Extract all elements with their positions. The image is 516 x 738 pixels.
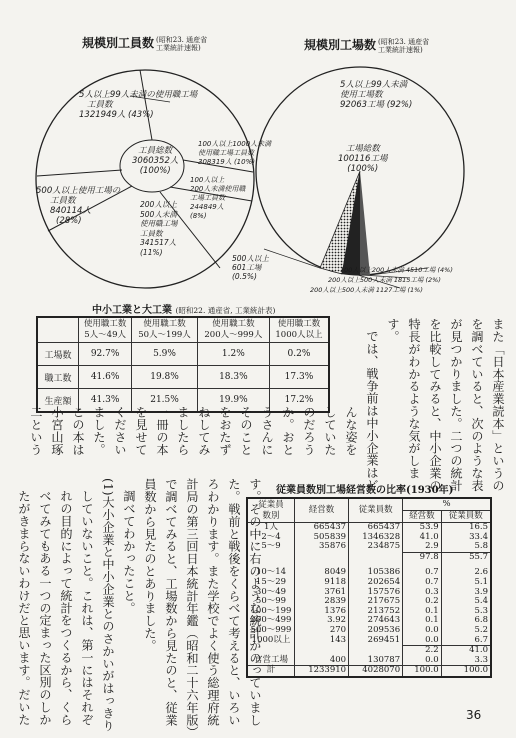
table-cell: 0.1 [403,607,441,617]
table-cell: 6.7 [441,636,491,646]
table-row [247,656,491,666]
left-pie-label-100-1000: 100人以上1000人未満 使用職工場工員数 308319人 (10%) [198,140,272,166]
table-cell: 2.6 [441,562,491,578]
text-column: 調べてわかったこと。 [122,490,136,614]
text-column: れの目的によって統計をつくるから、くら [59,490,73,726]
table-cell: 8049 [295,562,349,578]
left-pie-label-total: 工員総数 3060352人 (100%) [132,146,179,176]
right-pie-label-200-500-b: 200人以上500人未満 1127工場 (1%) [310,286,423,294]
table-cell: 2839 [295,597,349,607]
table-cell: 5.1 [441,578,491,588]
table-cell: 105386 [349,562,403,578]
table-cell: 0.7 [403,562,441,578]
table-cell: 5.9% [132,343,198,366]
table-cell: 0.2% [269,343,329,366]
table-cell: 5.4 [441,597,491,607]
row-label: 職工数 [37,366,79,389]
table-cell: 18.3% [197,366,269,389]
table-cell: 16.5 [441,523,491,533]
text-column: 小宮山琢 [50,406,64,456]
table-cell: 665437 [295,523,349,533]
text-column: 一冊の本 [155,406,169,456]
table-row [37,343,329,366]
table-cell: 41.3% [79,389,132,413]
table-row [247,552,491,562]
table-cell: 2.9 [403,542,441,552]
table2-header-row: 従業員 数別 経営数 従業員数 % [247,498,491,511]
table-cell: 53.9 [403,523,441,533]
table-row [247,562,491,578]
table-cell: 130787 [349,656,403,666]
table-cell: 1346328 [349,533,403,543]
text-column: うさんに [260,406,274,456]
text-column: では、戦争前は中小企業はど [365,330,379,492]
table-cell: 0.0 [403,636,441,646]
table-cell: 400 [295,656,349,666]
row-label: 工場数 [37,343,79,366]
table-cell: 21.5% [132,389,198,413]
left-pie-divider-6 [37,170,122,176]
table-cell: 17.3% [269,366,329,389]
table-cell: 0.7 [403,578,441,588]
text-column: 特長がわかるような気がしま [407,318,421,480]
text-column: 員数から見たのとありました。 [143,478,157,652]
table-cell: 0.1 [403,616,441,626]
text-column: また「日本産業読本」というの [491,318,505,492]
table2-body [247,523,491,666]
table-cell: 3.92 [295,616,349,626]
text-column: で調べてみると、工場数から見たのと、従業 [164,478,178,726]
table1-header: 使用職工数 200人～999人 [197,317,269,343]
text-column: ましたら [176,406,190,456]
text-column: を調べていると、次のような表 [470,318,484,492]
right-pie-label-100-200: 100人以上200人未満 4510工場 (4%) [340,266,453,274]
table1 [36,316,330,413]
left-pie-label-500-plus: 500人以上使用工場の 工員数 840114人 (28%) [36,186,121,226]
table-cell: 0.2 [403,597,441,607]
table-cell: 官営工場 [247,656,295,666]
right-pie-wedge-large [360,171,370,275]
table-cell: 9118 [295,578,349,588]
table-cell: 1376 [295,607,349,617]
table-cell: 100～199 [247,607,295,617]
text-column: たがきまらないわけだと思います。だいた [17,490,31,726]
table-cell: 209536 [349,626,403,636]
left-pie-title: 規模別工員数 (昭和23. 通産省 工業統計速報) [82,35,208,52]
table-cell: 35876 [295,542,349,552]
text-column: していないこと。これは、第一にはそれぞ [80,490,94,726]
table-cell: 0.3 [403,588,441,598]
text-column: 二という [29,406,43,456]
table-cell: 30～49 [247,588,295,598]
table-cell [349,552,403,562]
table1-header-row [37,317,329,343]
table-cell: 5.8 [441,542,491,552]
table-cell: 19.9% [197,389,269,413]
table-cell: 1000以上 [247,636,295,646]
text-column: 計局の第三回日本統計年鑑（昭和二十六年版） [185,478,199,738]
table-cell: 50～99 [247,597,295,607]
table-cell: 33.4 [441,533,491,543]
table-cell: 15～29 [247,578,295,588]
page-number: 36 [466,708,482,722]
table-cell: 55.7 [441,552,491,562]
table-cell: 3761 [295,588,349,598]
table-cell: 217675 [349,597,403,607]
table-cell: 17.2% [269,389,329,413]
left-pie-label-100-200: 100人以上 200人未満使用職 工場工員数 244849人 (8%) [190,176,246,220]
text-column: ました。 [92,406,106,456]
table-cell: 41.0 [403,533,441,543]
right-pie-label-500-plus: 500人以上 601工場 (0.5%) [232,254,269,281]
table-cell: 3.3 [441,656,491,666]
table-cell: 41.0 [441,646,491,656]
text-column: んな姿を [344,406,358,456]
table-cell: 202654 [349,578,403,588]
table-cell: 143 [295,636,349,646]
text-column: ください [113,406,127,456]
table-cell: 5.2 [441,626,491,636]
table2-caption: 従業員数別工場経営数の比率(1930年) [276,485,454,496]
table2-total-row: 計 1233910 4028070 100.0 100.0 [247,666,491,677]
text-column: を比較してみると、中小企業の [428,318,442,492]
table1-caption: 中小工業と大工業 (昭和22. 通産省, 工業統計表) [92,305,276,316]
table-cell: 97.8 [403,552,441,562]
table-cell: 665437 [349,523,403,533]
text-column: をおたず [218,406,232,456]
text-column: す。その中に右のような統計がのっていまし [248,478,262,726]
table-cell: 10～14 [247,562,295,578]
table-cell: 2.2 [403,646,441,656]
text-column: していた [323,406,337,456]
table-cell: 200～499 [247,616,295,626]
right-pie-title: 規模別工場数 (昭和23. 通産省 工業統計速報) [304,37,430,54]
text-column: す。 [386,318,400,343]
table-cell: 2～4 [247,533,295,543]
text-column: べてみてもある一つの定まった区別のしか [38,490,52,726]
table1-header: 使用職工数 50人～199人 [132,317,198,343]
table-cell: 1人 [247,523,295,533]
left-pie-label-200-500: 200人以上 500人未満 使用職工場 工員数 341517人 (11%) [140,200,178,257]
text-column: (1)大小企業と中小企業とのさかいがはっきり [101,478,115,732]
table-cell: 5.3 [441,607,491,617]
text-column: か。おと [281,406,295,456]
text-column: た。戦前と戦後をくらべて考えると、いろい [227,478,241,726]
table-cell: 269451 [349,636,403,646]
text-column: ねしてみ [197,406,211,456]
table-cell: 500～999 [247,626,295,636]
text-column: そのこと [239,406,253,456]
table1-header: 使用職工数 5人～49人 [79,317,132,343]
table-cell: 1.2% [197,343,269,366]
table-cell: 19.8% [132,366,198,389]
table-row [247,542,491,552]
table2: 従業員 数別 経営数 従業員数 % 経営数 従業員数 1人 665437 665437 53.9 16.5 2～4 505839 1346328 41.0 33.4 5～9 35876 234875 2.9 5.8 97.8 55.7 10～14 8049 105386 0.7 2.6 15～29 9118 202654 0.7 5.1 30～49 3761 157576 0.3 3.9 50～99 2839 217675 0.2 5.4 100～199 1376 213752 0.1 5.3 200～499 3.92 274643 0.1 6.8 500～999 270 209536 0.0 5.2 1000以上 143 269451 0.0 6.7 2.2 41.0 官営工場 400 130787 0.0 3.3 計 1233910 4028070 100.0 100.0 [246,497,492,678]
text-column: ろわかります。また学校でよく使う総理府統 [206,478,220,726]
table-cell: 505839 [295,533,349,543]
table-cell: 270 [295,626,349,636]
table-cell: 234875 [349,542,403,552]
text-column: が見つかりました。二つの統計 [449,318,463,492]
right-pie-label-total: 工場総数 100116工場 (100%) [338,144,388,174]
table-cell: 41.6% [79,366,132,389]
row-label: 生産額 [37,389,79,413]
text-column: この本は [71,406,85,456]
table-cell: 213752 [349,607,403,617]
table-cell: 6.8 [441,616,491,626]
right-pie-label-200-500-a: 200人以上500人未満 1815工場 (2%) [328,276,441,284]
table-cell: 157576 [349,588,403,598]
text-column: を見せて [134,406,148,456]
text-column: のだろう [302,406,316,456]
table-cell: 0.0 [403,626,441,636]
table-cell: 3.9 [441,588,491,598]
table-row [37,366,329,389]
table-cell: 92.7% [79,343,132,366]
table-cell [247,552,295,562]
left-pie-label-small-factory: 5人以上99人未満の使用職工場 工員数 1321949人 (43%) [79,90,198,120]
table-cell: 0.0 [403,656,441,666]
table-cell [295,552,349,562]
right-pie-label-small-factory: 5人以上99人未満 使用工場数 92063工場 (92%) [340,80,413,110]
table-cell: 274643 [349,616,403,626]
table-cell: 5～9 [247,542,295,552]
table-row [247,636,491,646]
table1-header: 使用職工数 1000人以上 [269,317,329,343]
